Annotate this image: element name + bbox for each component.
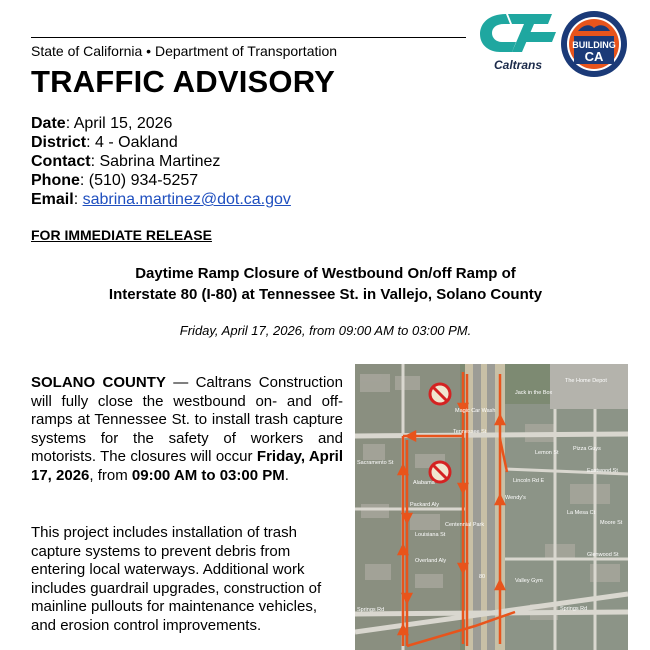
email-line: Email: sabrina.martinez@dot.ca.gov xyxy=(31,191,291,208)
dateline: Friday, April 17, 2026, from 09:00 AM to 03:00 PM. xyxy=(179,323,472,338)
label-moore: Moore St xyxy=(600,520,623,526)
label-la-mesa: La Mesa Ct xyxy=(567,510,596,516)
caltrans-logo xyxy=(478,10,558,74)
p1-end: . xyxy=(284,466,289,484)
body-paragraph-2: This project includes installation of trash capture systems to prevent debris from entering local waterways. Additional work includes guardrail upgrades, construction of mainline pullouts for maintenance vehicles, and erosion control improvements. xyxy=(31,524,322,634)
header-rule xyxy=(31,37,466,38)
p1-lead: SOLANO COUNTY xyxy=(31,374,166,391)
p1-text-b: , from xyxy=(89,466,132,484)
label-lemon: Lemon St xyxy=(535,450,559,456)
phone-line: Phone: (510) 934-5257 xyxy=(31,172,199,189)
label-glenwood: Glenwood St xyxy=(587,552,619,558)
email-link[interactable]: sabrina.martinez@dot.ca.gov xyxy=(82,191,291,208)
p1-time: 09:00 AM to 03:00 PM xyxy=(131,466,285,484)
district-label: District xyxy=(31,134,87,151)
label-springs: Springs Rd xyxy=(357,607,385,613)
label-tennessee: Tennessee St xyxy=(453,429,487,435)
building-ca-top: BUILDING xyxy=(572,40,616,50)
building-ca-logo xyxy=(560,10,628,78)
district-line: District: 4 - Oakland xyxy=(31,134,178,151)
phone-value: (510) 934-5257 xyxy=(88,172,199,189)
date-label: Date xyxy=(31,115,66,132)
contact-value: Sabrina Martinez xyxy=(99,153,221,170)
label-eastwood: Eastwood St xyxy=(587,468,618,474)
phone-label: Phone xyxy=(31,172,80,189)
label-lincoln: Lincoln Rd E xyxy=(513,478,545,484)
closure-icon-bottom xyxy=(430,462,450,482)
label-route-80: 80 xyxy=(479,574,486,580)
label-packard: Packard Aly xyxy=(410,502,440,508)
label-pizza: Pizza Guys xyxy=(573,446,601,452)
contact-line: Contact: Sabrina Martinez xyxy=(31,153,221,170)
page-title: TRAFFIC ADVISORY xyxy=(31,64,336,99)
p1-date: Friday, April 17, 2026 xyxy=(31,448,343,484)
closure-map xyxy=(355,364,628,650)
p1-text-a: — Caltrans Construction will fully close the westbound on- and off-ramps at Tennessee St. to install trash capture systems for the safety of workers and motorists. The closures will occur xyxy=(31,374,343,465)
contact-block xyxy=(31,114,291,209)
contact-label: Contact xyxy=(31,153,91,170)
district-value: 4 - Oakland xyxy=(95,134,178,151)
label-jack: Jack in the Box xyxy=(515,390,553,396)
label-valley: Valley Gym xyxy=(515,578,543,584)
label-center: Centennial Park xyxy=(445,522,485,528)
tennessee-road xyxy=(355,434,628,436)
email-label: Email xyxy=(31,191,74,208)
label-sacramento: Sacramento St xyxy=(357,460,394,466)
label-springs-e: Springs Rd xyxy=(560,606,588,612)
headline-line-1: Daytime Ramp Closure of Westbound On/off Ramp of xyxy=(135,265,516,282)
label-wendys: Wendy's xyxy=(505,495,526,501)
headline-line-2: Interstate 80 (I-80) at Tennessee St. in Vallejo, Solano County xyxy=(108,286,543,303)
date-line: Date: April 15, 2026 xyxy=(31,115,173,132)
label-overland: Overland Aly xyxy=(415,558,447,564)
label-louisiana: Louisiana St xyxy=(415,532,446,538)
map-building-block xyxy=(550,364,628,409)
label-alabama: Alabama xyxy=(413,480,435,486)
caltrans-wordmark: Caltrans xyxy=(493,58,543,72)
building-ca-bottom: CA xyxy=(584,49,604,64)
body-paragraph-1 xyxy=(31,374,343,485)
label-home-depot: The Home Depot xyxy=(565,378,607,384)
closure-icon-top xyxy=(430,384,450,404)
agency-line: State of California • Department of Transportation xyxy=(31,43,338,59)
release-notice: FOR IMMEDIATE RELEASE xyxy=(31,227,212,243)
label-car-wash: Magic Car Wash xyxy=(455,408,496,414)
headline xyxy=(31,263,620,305)
date-value: April 15, 2026 xyxy=(73,115,173,132)
